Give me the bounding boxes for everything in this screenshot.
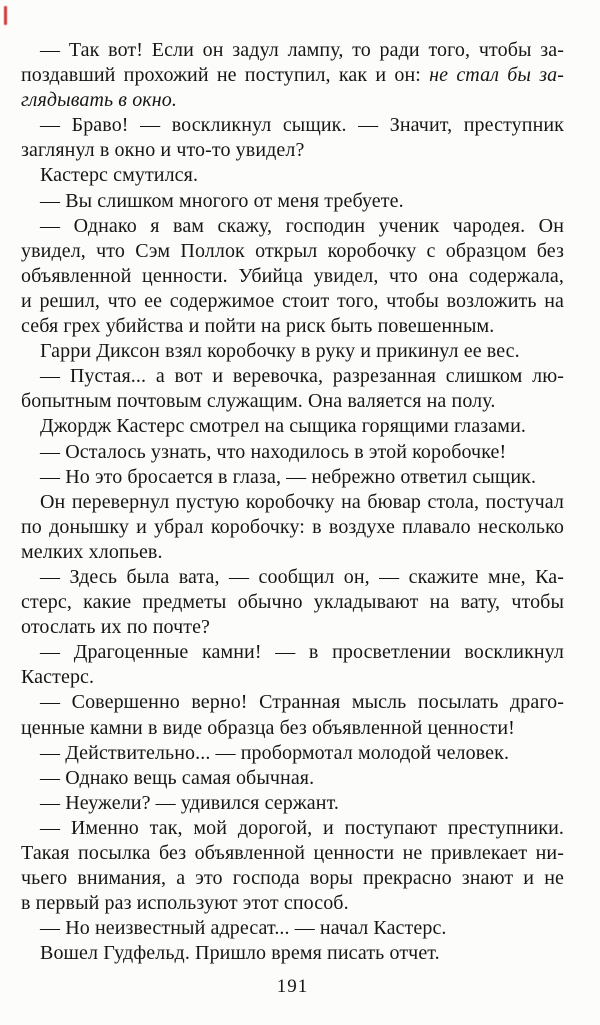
text-line: объявленной ценности. Убийца увидел, что она содержала, — [21, 264, 564, 287]
text-line: и решил, что ее содержимое стоит того, чтобы возложить на — [21, 289, 564, 312]
text-line: мелких хлопьев. — [21, 540, 163, 563]
text-line: — Так вот! Если он задул лампу, то ради того, чтобы за- — [40, 39, 564, 61]
text-line: глядывать в окно. — [21, 89, 177, 112]
text-line: — Браво! — воскликнул сыщик. — Значит, преступник — [40, 114, 564, 137]
page-edge-mark — [4, 6, 7, 25]
text-line: бопытным почтовым служащим. Она валяется на полу. — [21, 390, 496, 413]
text-line: ценные камни в виде образца без объявленной ценности! — [21, 716, 515, 739]
text-line: поздавший прохожий не поступил, как и он: не стал бы за- — [21, 64, 564, 87]
text-line: Кастерс. — [21, 666, 95, 689]
text-line: Кастерс смутился. — [40, 164, 199, 187]
text-line: — Однако я вам скажу, господин ученик чародея. Он — [40, 214, 564, 237]
text-line: Гарри Диксон взял коробочку в руку и прикинул ее вес. — [40, 340, 520, 363]
text-line: Джордж Кастерс смотрел на сыщика горящими глазами. — [40, 415, 526, 438]
text-line: в первый раз используют этот способ. — [21, 892, 349, 915]
text-line: — Действительно... — пробормотал молодой человек. — [40, 741, 510, 764]
text-line: — Именно так, мой дорогой, и поступают преступники. — [40, 816, 564, 839]
text-line: — Вы слишком многого от меня требуете. — [40, 189, 404, 212]
text-line: — Драгоценные камни! — в просветлении воскликнул — [40, 641, 564, 664]
text-line: — Но это бросается в глаза, — небрежно ответил сыщик. — [40, 465, 537, 488]
text-line: Вошел Гудфельд. Пришло время писать отчет. — [40, 942, 440, 965]
text-line: отослать их по почте? — [21, 616, 211, 639]
text-line: увидел, что Сэм Поллок открыл коробочку с образцом без — [21, 239, 564, 262]
text-line: себя грех убийства и пойти на риск быть повешенным. — [21, 315, 495, 338]
text-line: — Осталось узнать, что находилось в этой коробочке! — [40, 440, 507, 463]
text-line: по донышку и убрал коробочку: в воздухе плавало несколько — [21, 515, 564, 538]
text-line: Такая посылка без объявленной ценности не привлекает ни- — [21, 842, 564, 864]
page-text — [21, 38, 564, 966]
text-line: — Неужели? — удивился сержант. — [40, 791, 340, 814]
text-line: Он перевернул пустую коробочку на бювар стола, постучал — [40, 490, 564, 513]
text-line: — Здесь была вата, — сообщил он, — скажите мне, Ка- — [40, 565, 564, 588]
text-line: — Совершенно верно! Странная мысль посылать драго- — [40, 691, 564, 714]
text-line: чьего внимания, а это господа воры прекрасно знают и не — [21, 867, 564, 890]
text-line: заглянул в окно и что-то увидел? — [21, 139, 305, 162]
text-line: стерс, какие предметы обычно укладывают на вату, чтобы — [21, 591, 564, 614]
page-number: 191 — [276, 976, 309, 997]
text-line: — Пустая... а вот и веревочка, разрезанная слишком лю- — [40, 365, 564, 388]
text-line: — Но неизвестный адресат... — начал Кастерс. — [40, 917, 447, 940]
text-line: — Однако вещь самая обычная. — [40, 766, 315, 789]
